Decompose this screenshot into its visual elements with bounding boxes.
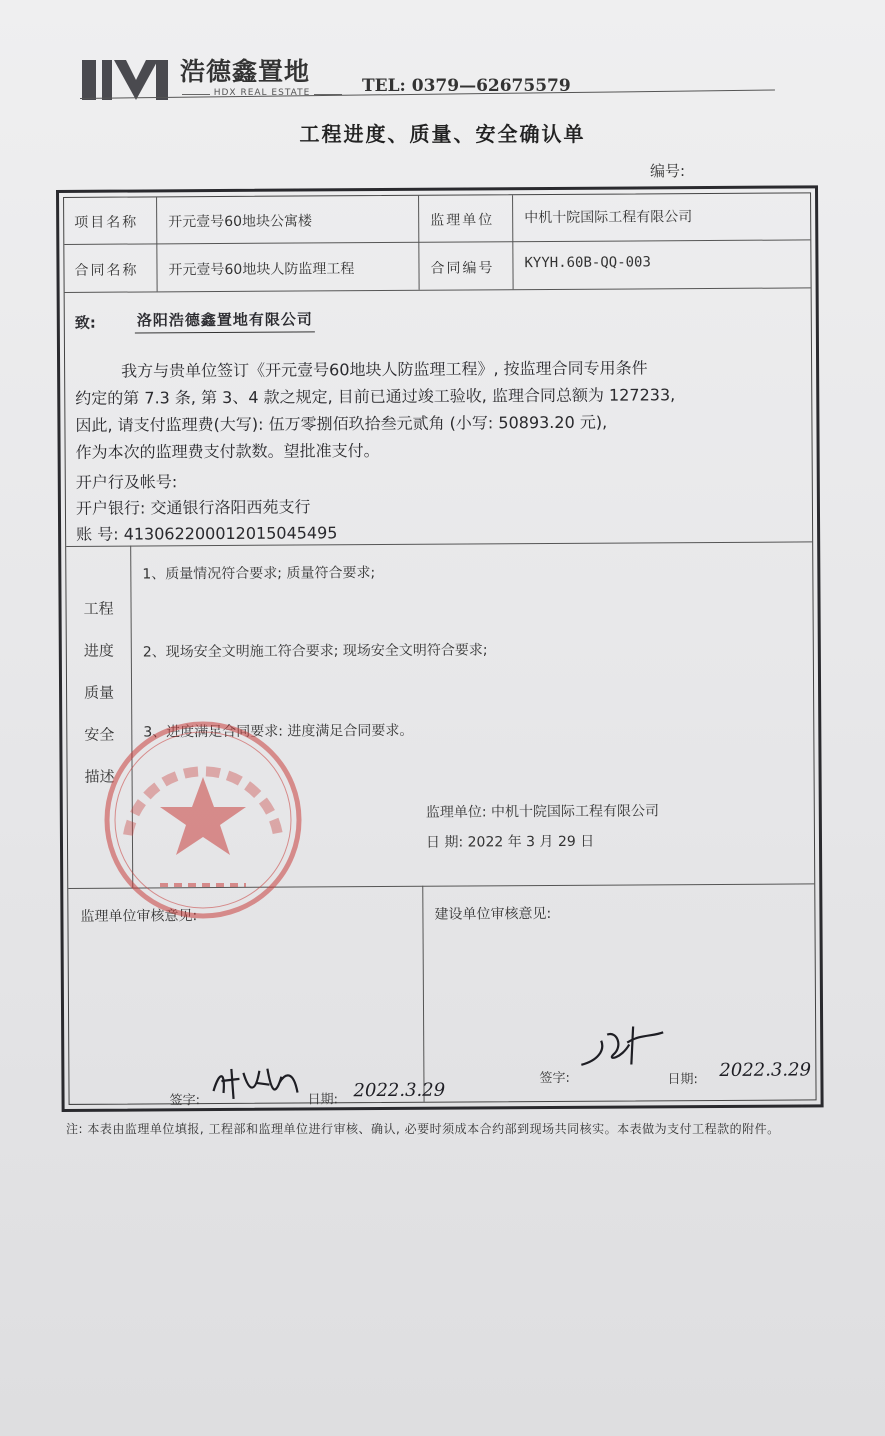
row-divider [65,287,811,293]
paragraph-line: 作为本次的监理费支付款数。望批准支付。 [75,441,380,462]
bank-header: 开户行及帐号: [75,472,178,492]
side-label-char: 质量 [84,683,115,702]
page-title: 工程进度、质量、安全确认单 [299,122,586,146]
project-name-value: 开元壹号60地块公寓楼 [168,213,313,231]
telephone-number: TEL: 0379—62675579 [362,76,571,96]
brand-name: 浩德鑫置地 [180,57,311,86]
addressee-value: 洛阳浩德鑫置地有限公司 [135,308,315,333]
side-label-char: 描述 [84,767,115,786]
footer-note: 注: 本表由监理单位填报, 工程部和监理单位进行审核、确认, 必要时须成本合约部到现场共同核实。本表做为支付工程款的附件。 [66,1122,780,1136]
right-sign-label: 签字: [539,1070,570,1087]
supervisor-value: 中机十院国际工程有限公司 [524,209,693,227]
supervisor-label: 监理单位 [430,212,495,229]
right-signature [577,1020,669,1073]
paragraph-line: 我方与贵单位签订《开元壹号60地块人防监理工程》, 按监理合同专用条件 [121,358,648,381]
owner-review-label: 建设单位审核意见: [434,905,552,923]
left-sign-label: 签字: [169,1093,201,1109]
progress-sign-unit: 监理单位: 中机十院国际工程有限公司 [425,803,660,821]
confirmation-form [56,185,824,1112]
left-date-label: 日期: [307,1092,338,1108]
right-date-label: 日期: [667,1072,698,1088]
paragraph-line: 约定的第 7.3 条, 第 3、4 款之规定, 目前已通过竣工验收, 监理合同总额为 127233, [75,385,676,408]
left-handwritten-date: 2022.3.29 [353,1079,446,1102]
side-label-char: 进度 [83,641,114,660]
contract-no-value: KYYH.60B-QQ-003 [524,254,651,272]
progress-item-safety: 2、现场安全文明施工符合要求; 现场安全文明符合要求; [142,642,488,661]
bank-name: 开户银行: 交通银行洛阳西苑支行 [75,497,311,518]
document-number-label: 编号: [650,162,686,180]
brand-subtitle: HDX REAL ESTATE [186,88,338,98]
account-number: 账 号: 413062200012015045495 [76,523,338,544]
col-divider [422,886,424,1102]
company-logo-mark [80,56,170,102]
project-name-label: 项目名称 [74,214,139,231]
paragraph-line: 因此, 请支付监理费(大写): 伍万零捌佰玖拾叁元贰角 (小写: 50893.20 元), [75,412,608,435]
progress-item-schedule: 3、进度满足合同要求: 进度满足合同要求。 [143,722,414,741]
company-seal-stamp [98,715,308,925]
contract-name-value: 开元壹号60地块人防监理工程 [168,261,355,279]
side-label-char: 安全 [84,725,115,744]
supervisor-review-label: 监理单位审核意见: [80,908,198,925]
row-divider [64,239,810,245]
progress-sign-date: 日 期: 2022 年 3 月 29 日 [425,833,595,851]
request-paragraph [75,353,818,466]
right-handwritten-date: 2022.3.29 [719,1059,812,1081]
progress-item-quality: 1、质量情况符合要求; 质量符合要求; [142,565,376,583]
contract-name-label: 合同名称 [74,262,139,279]
addressee-label: 致: [74,313,96,332]
contract-no-label: 合同编号 [430,260,495,277]
side-label-char: 工程 [83,599,114,618]
form-inner-border [63,192,817,1109]
left-signature [209,1062,305,1103]
